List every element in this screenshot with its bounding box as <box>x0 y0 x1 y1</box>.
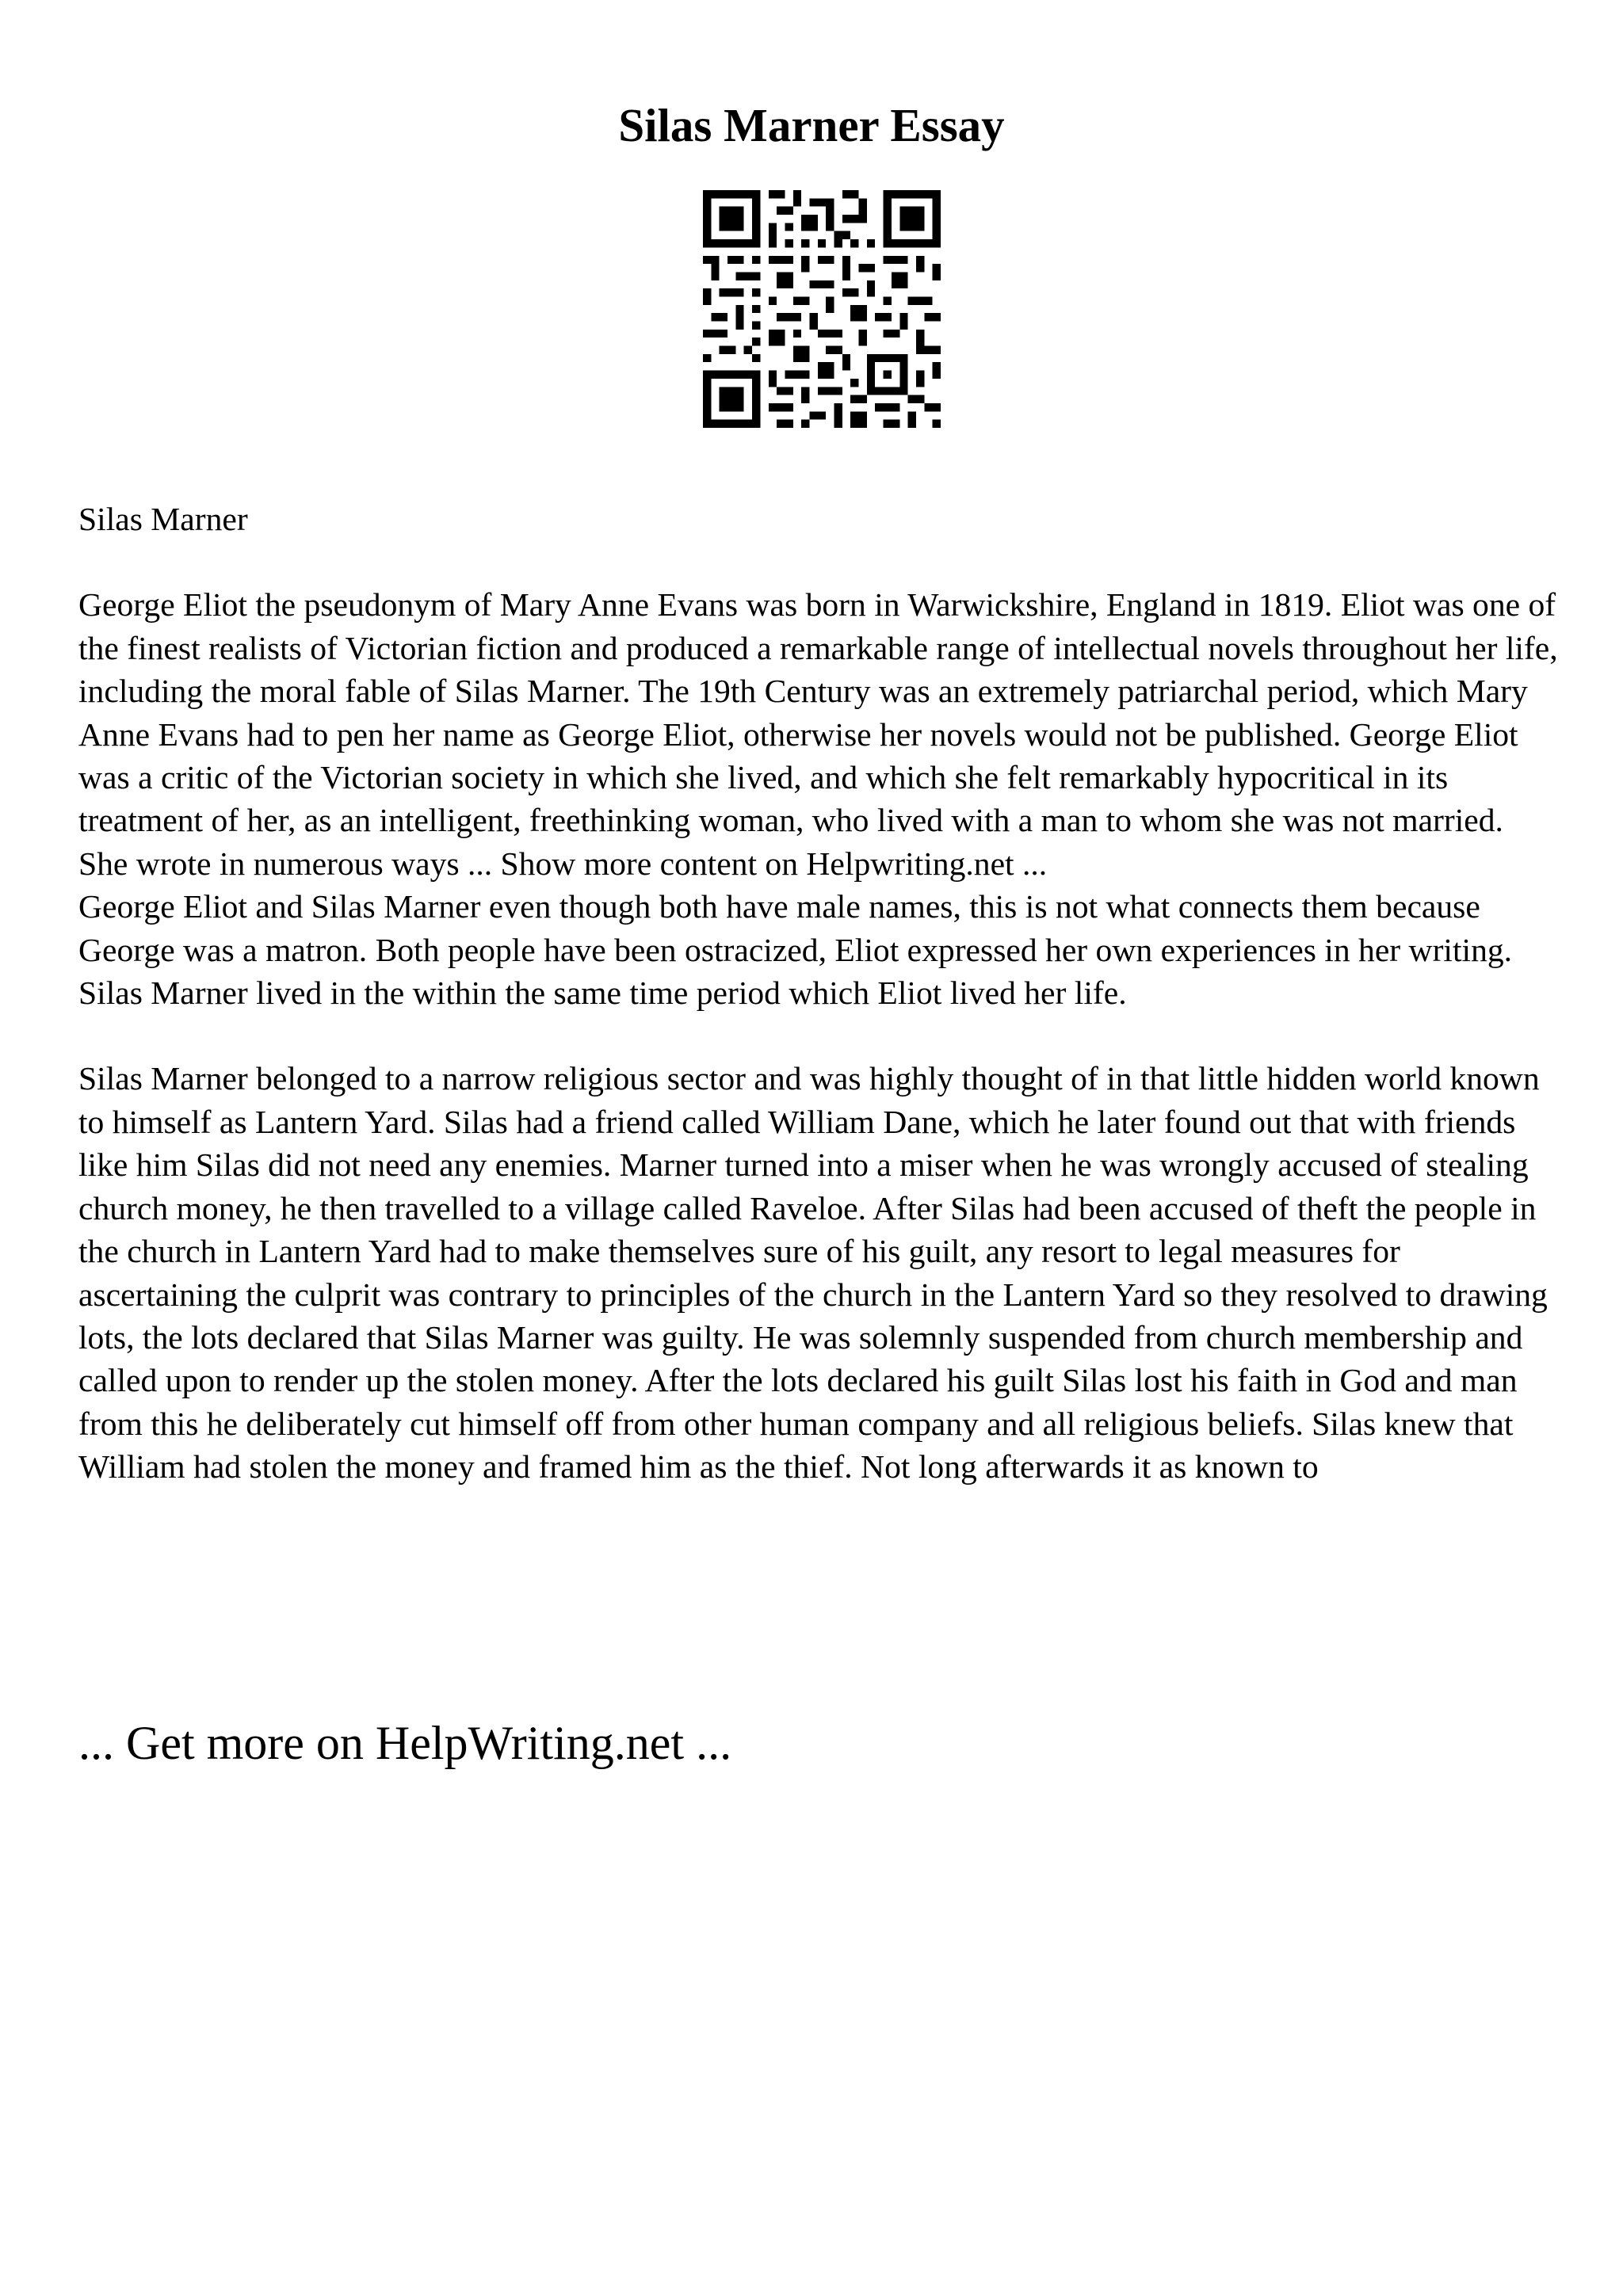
paragraph: Silas Marner belonged to a narrow religious sector and was highly thought of in that little hidden world known to himself as Lantern Yard. Silas had a friend called William Dane, which he later found out that with friends like him Silas did not need any enemies. Marner turned into a miser when he was wrongly accused of stealing church money, he then travelled to a village called Raveloe. After Silas had been accused of theft the people in the church in Lantern Yard had to make themselves sure of his guilt, any resort to legal measures for ascertaining the culprit was contrary to principles of the church in the Lantern Yard so they resolved to drawing lots, the lots declared that Silas Marner was guilty. He was solemnly suspended from church membership and called upon to render up the stolen money. After the lots declared his guilt Silas lost his faith in God and man from this he deliberately cut himself off from other human company and all religious beliefs. Silas knew that William had stolen the money and framed him as the thief. Not long afterwards it as known to <box>78 1060 1548 1486</box>
paragraph: George Eliot and Silas Marner even though both have male names, this is not what connects them because George was a matron. Both people have been ostracized, Eliot expressed her own experiences in her writing. Silas Marner lived in the within the same time period which Eliot lived her life. <box>78 888 1513 1012</box>
page-title: Silas Marner Essay <box>618 99 1005 151</box>
essay-body <box>78 498 1560 1489</box>
spacer <box>78 1014 1560 1057</box>
paragraph: George Eliot the pseudonym of Mary Anne Evans was born in Warwickshire, England in 1819. Eliot was one of the finest realists of Victorian fiction and produced a remarkable range of intellectual novels throughout her life, including the moral fable of Silas Marner. The 19th Century was an extremely patriarchal period, which Mary Anne Evans had to pen her name as George Eliot, otherwise her novels would not be published. George Eliot was a critic of the Victorian society in which she lived, and which she felt remarkably hypocritical in its treatment of her, as an intelligent, freethinking woman, who lived with a man to whom she was not married. She wrote in numerous ways ... Show more content on Helpwriting.net ... <box>78 586 1558 882</box>
qr-code-icon <box>703 190 941 428</box>
essay-heading: Silas Marner <box>78 501 248 537</box>
spacer <box>78 540 1560 583</box>
qr-code[interactable] <box>703 190 941 428</box>
get-more-link[interactable]: ... Get more on HelpWriting.net ... <box>78 1717 732 1769</box>
